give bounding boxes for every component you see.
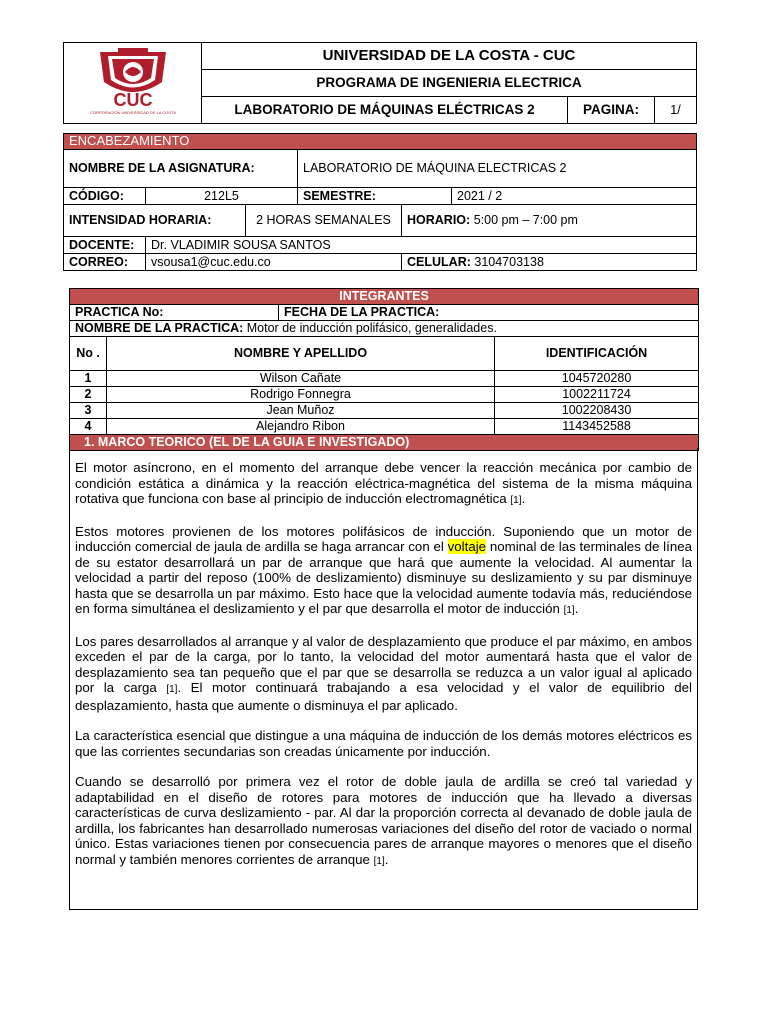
page-label: PAGINA:	[568, 97, 655, 124]
logo-cell	[64, 43, 202, 124]
col-identificacion: IDENTIFICACIÓN	[495, 337, 699, 371]
row-no: 1	[70, 371, 107, 387]
paragraph-text: Cuando se desarrolló por primera vez el rotor de doble jaula de ardilla se creó tal variedad y adaptabilidad en el diseño de rotores para motores de inducción que ha llevado a diversas características de curva deslizamiento - par. Al dar la proporción correcta al devanado de doble jaula de ardilla, los fabricantes han desarrollado numerosas variaciones del diseño del rotor de vaciado o normal único. Estas variaciones tienen por consecuencia pares de arranque mayores o menores que el diseño normal y también menores corrientes de arranque	[75, 774, 692, 867]
integrantes-title: INTEGRANTES	[70, 289, 699, 305]
celular-label: CELULAR:	[407, 254, 471, 269]
row-nombre: Alejandro Ribon	[107, 419, 495, 435]
highlighted-word: voltaje	[447, 539, 487, 554]
intensidad-value: 2 HORAS SEMANALES	[246, 205, 402, 237]
nombre-practica-cell	[70, 321, 699, 337]
semestre-label: SEMESTRE:	[298, 188, 452, 205]
fecha-practica-label: FECHA DE LA PRACTICA:	[279, 305, 699, 321]
intensidad-label: INTENSIDAD HORARIA:	[64, 205, 246, 237]
codigo-label: CÓDIGO:	[64, 188, 146, 205]
horario-label: HORARIO:	[407, 213, 471, 228]
nombre-practica-value: Motor de inducción polifásico, generalidades.	[246, 321, 497, 336]
table-row	[70, 419, 699, 435]
celular-cell	[402, 254, 697, 271]
citation: [1]	[510, 495, 522, 506]
logo-subtext: CORPORACIÓN UNIVERSIDAD DE LA COSTA	[89, 110, 176, 116]
page-value: 1/	[655, 97, 697, 124]
row-id: 1045720280	[495, 371, 699, 387]
row-no: 2	[70, 387, 107, 403]
table-row	[70, 387, 699, 403]
correo-label: CORREO:	[64, 254, 146, 271]
citation: [1]	[373, 855, 385, 867]
col-nombre: NOMBRE Y APELLIDO	[107, 337, 495, 371]
row-id: 1002208430	[495, 403, 699, 419]
paragraph-5: Cuando se desarrolló por primera vez el rotor de doble jaula de ardilla se creó tal variedad y adaptabilidad en el diseño de rotores para motores de inducción que ha llevado a diversas características de curva deslizamiento - par. Al dar la proporción correcta al devanado de doble jaula de ardilla, los fabricantes han desarrollado numerosas variaciones del diseño del rotor de vaciado o normal único. Estas variaciones tienen por consecuencia pares de arranque mayores o menores que el diseño normal y también menores corrientes de arranque [1].	[75, 774, 692, 867]
citation: [1]	[563, 605, 575, 616]
logo-text: CUC	[113, 90, 152, 111]
citation: [1]	[166, 684, 178, 695]
paragraph-2: Estos motores provienen de los motores polifásicos de inducción. Suponiendo que un motor de inducción comercial de jaula de ardilla se haga arrancar con el voltaje nominal de las terminales de línea de su estator desarrollará un par de arranque que hará que aumente la velocidad. Al aumentar la velocidad a partir del reposo (100% de deslizamiento) disminuye su deslizamiento y su par disminuye hasta que se desarrolla un par máximo. Esto hace que la velocidad aumente todavía más, reduciéndose en forma simultánea el deslizamiento y el par que desarrolla el motor de inducción [1].	[75, 523, 693, 616]
row-id: 1002211724	[495, 387, 699, 403]
cuc-logo	[78, 44, 188, 118]
paragraph-text: La característica esencial que distingue a una máquina de inducción de los demás motores eléctricos es que las corrientes secundarias son creadas únicamente por inducción.	[75, 728, 692, 759]
docente-value: Dr. VLADIMIR SOUSA SANTOS	[146, 237, 697, 254]
asignatura-value: LABORATORIO DE MÁQUINA ELECTRICAS 2	[298, 150, 697, 188]
program-title: PROGRAMA DE INGENIERIA ELECTRICA	[202, 70, 697, 97]
table-row	[70, 403, 699, 419]
semestre-value: 2021 / 2	[452, 188, 697, 205]
encabezamiento-table	[63, 133, 697, 271]
docente-label: DOCENTE:	[64, 237, 146, 254]
codigo-value: 212L5	[146, 188, 298, 205]
row-id: 1143452588	[495, 419, 699, 435]
horario-cell	[402, 205, 697, 237]
marco-teorico-title: 1. MARCO TEORICO (EL DE LA GUIA E INVESTIGADO)	[70, 435, 699, 451]
encabezamiento-title: ENCABEZAMIENTO	[64, 134, 697, 150]
lab-title: LABORATORIO DE MÁQUINAS ELÉCTRICAS 2	[202, 97, 568, 124]
university-title: UNIVERSIDAD DE LA COSTA - CUC	[202, 43, 697, 70]
nombre-practica-label: NOMBRE DE LA PRACTICA:	[75, 321, 244, 336]
row-nombre: Wilson Cañate	[107, 371, 495, 387]
paragraph-text: Los pares desarrollados al arranque y al valor de desplazamiento que produce el par máximo, en ambos exceden el par de la carga, por lo tanto, la velocidad del motor aumentará hasta que el valor de desplazamiento sea tan pequeño que el par que se desarrolla se reduzca a un valor igual al aplicado por la carga	[75, 633, 692, 695]
row-no: 4	[70, 419, 107, 435]
celular-value: 3104703138	[474, 254, 544, 269]
col-no: No .	[70, 337, 107, 371]
paragraph-text: . El motor continuará trabajando a esa velocidad y el valor de equilibrio del desplazamiento, hasta que aumente o disminuya el par aplicado.	[75, 680, 692, 713]
paragraph-text: Estos motores provienen de los motores polifásicos de inducción. Suponiendo que un motor de inducción comercial de jaula de ardilla se haga arrancar con el	[75, 523, 692, 554]
paragraph-3	[75, 634, 692, 714]
row-nombre: Jean Muñoz	[107, 403, 495, 419]
paragraph-4	[75, 728, 692, 759]
marco-teorico-body	[69, 448, 698, 910]
correo-value: vsousa1@cuc.edu.co	[146, 254, 402, 271]
row-nombre: Rodrigo Fonnegra	[107, 387, 495, 403]
table-row	[70, 371, 699, 387]
asignatura-label: NOMBRE DE LA ASIGNATURA:	[64, 150, 298, 188]
document-header	[63, 42, 697, 124]
row-no: 3	[70, 403, 107, 419]
paragraph-1: El motor asíncrono, en el momento del arranque debe vencer la reacción mecánica por cambio de condición estática a dinámica y la reacción eléctrica-magnética del sistema de la misma máquina rotativa que funciona con base al principio de inducción electromagnética [1].	[75, 460, 692, 506]
integrantes-table	[69, 288, 699, 451]
practica-no-label: PRACTICA No:	[70, 305, 279, 321]
horario-value: 5:00 pm – 7:00 pm	[473, 213, 578, 228]
paragraph-text: nominal de las terminales de línea de su estator desarrollará un par de arranque que hará que aumente la velocidad. Al aumentar la velocidad a partir del reposo (100% de deslizamiento) disminuye su deslizamiento y su par disminuye hasta que se desarrolla un par máximo. Esto hace que la velocidad aumente todavía más, reduciéndose en forma simultánea el deslizamiento y el par que desarrolla el motor de inducción	[75, 539, 693, 616]
paragraph-text: El motor asíncrono, en el momento del arranque debe vencer la reacción mecánica por cambio de condición estática a dinámica y la reacción eléctrica-magnética del sistema de la misma máquina rotativa que funciona con base al principio de inducción electromagnética	[75, 460, 692, 506]
